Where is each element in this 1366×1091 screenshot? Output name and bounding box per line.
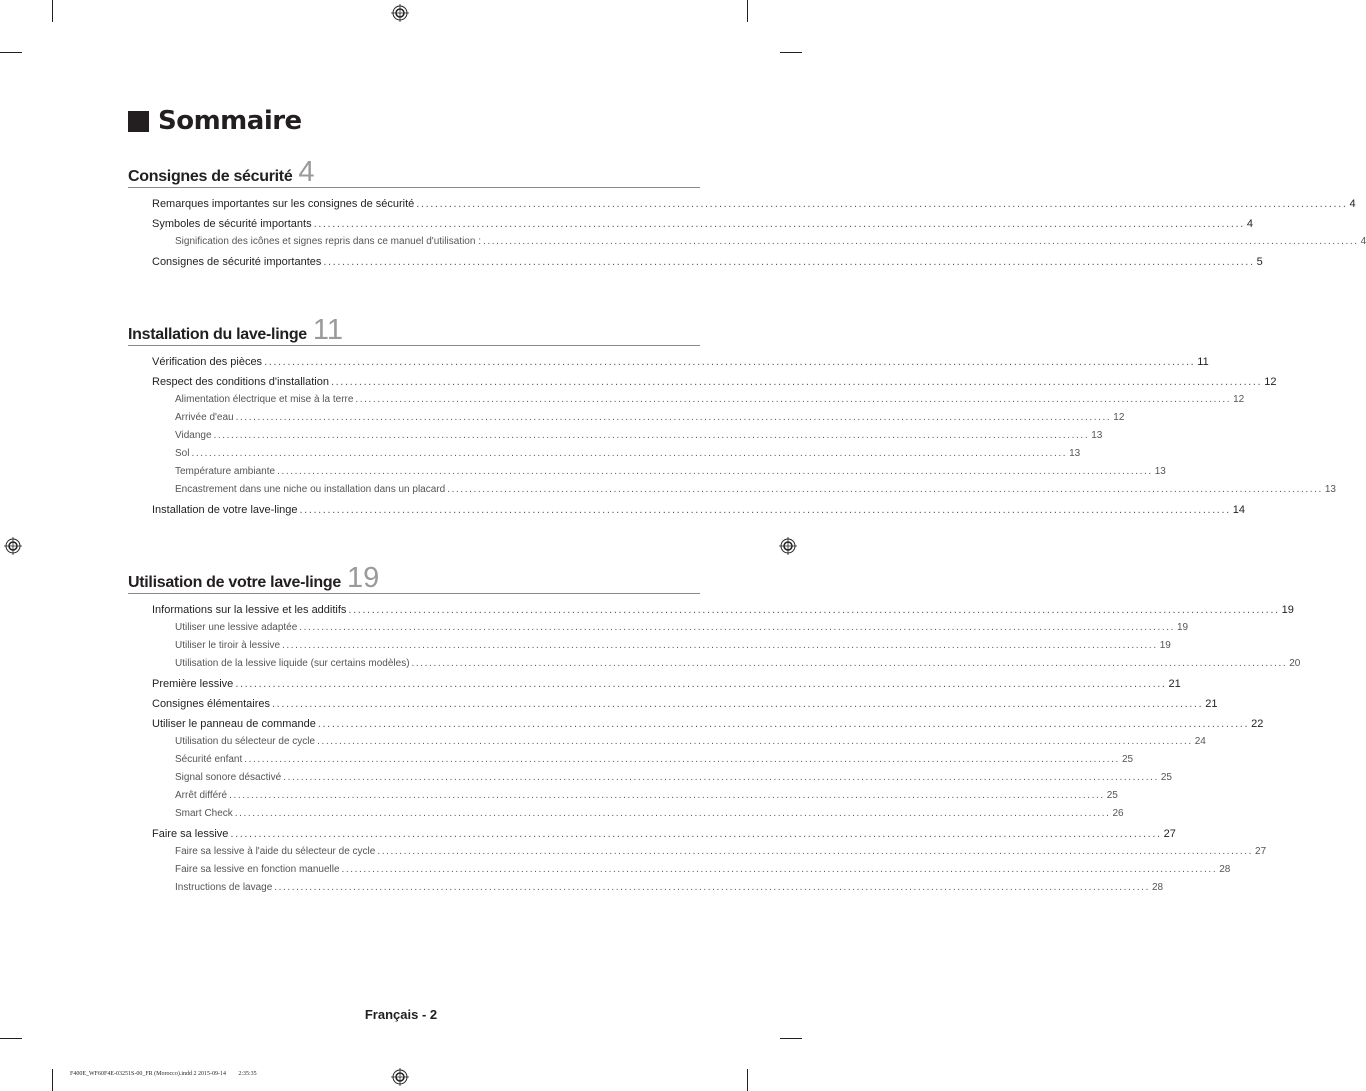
registration-mark-icon: [4, 537, 22, 555]
toc-entry-label: Vérification des pièces: [152, 356, 263, 368]
toc-entry-label: Consignes de sécurité importantes: [152, 256, 322, 268]
dot-leader: ........................................................................................................................................................................................................: [377, 846, 1254, 857]
section-heading: [128, 158, 700, 188]
toc-entry-page: 21: [1168, 678, 1181, 690]
toc-entry: [152, 718, 1264, 736]
toc-subentry: [175, 736, 1206, 754]
toc-subentry: [175, 622, 1189, 640]
section-page-number: 4: [298, 156, 315, 188]
dot-leader: ........................................................................................................................................................................................................: [272, 698, 1204, 710]
registration-mark-icon: [779, 537, 797, 555]
toc-entry-label: Sécurité enfant: [175, 754, 243, 765]
toc-entry: [152, 218, 1253, 236]
dot-leader: ........................................................................................................................................................................................................: [274, 882, 1150, 893]
toc-entry-label: Faire sa lessive en fonction manuelle: [175, 864, 340, 875]
toc-entry-page: 27: [1255, 846, 1267, 857]
registration-mark-icon: [391, 1068, 409, 1086]
toc-entry-label: Utiliser le tiroir à lessive: [175, 640, 281, 651]
toc-entry-page: 11: [1197, 356, 1209, 368]
section-title: Installation du lave-linge: [128, 326, 307, 343]
dot-leader: ........................................................................................................................................................................................................: [299, 622, 1175, 633]
toc-entry-label: Instructions de lavage: [175, 882, 273, 893]
section-page-number: 19: [346, 562, 380, 594]
toc-entry-page: 4: [1349, 198, 1356, 210]
crop-mark: [780, 1038, 802, 1039]
toc-entry-page: 5: [1256, 256, 1263, 268]
crop-mark: [747, 0, 748, 22]
dot-leader: ........................................................................................................................................................................................................: [282, 640, 1158, 651]
page-title: [128, 106, 302, 136]
crop-mark: [780, 52, 802, 53]
toc-entry-label: Utiliser une lessive adaptée: [175, 622, 298, 633]
toc-entry-page: 12: [1264, 376, 1277, 388]
toc-subentry: [175, 640, 1171, 658]
toc-entry: [152, 698, 1218, 716]
toc-entries: [128, 356, 1336, 522]
toc-entry-page: 13: [1154, 466, 1166, 477]
toc-entry-label: Sol: [175, 448, 190, 459]
dot-leader: ........................................................................................................................................................................................................: [355, 394, 1232, 405]
toc-entry-page: 13: [1324, 484, 1336, 495]
toc-entry-page: 14: [1232, 504, 1246, 516]
toc-entry-page: 12: [1233, 394, 1245, 405]
toc-entry-page: 25: [1106, 790, 1118, 801]
dot-leader: ........................................................................................................................................................................................................: [323, 256, 1255, 268]
toc-entry-page: 13: [1069, 448, 1081, 459]
toc-entries: [128, 604, 1301, 900]
toc-entry-page: 25: [1160, 772, 1172, 783]
dot-leader: ........................................................................................................................................................................................................: [299, 504, 1231, 516]
toc-entry: [152, 376, 1277, 394]
dot-leader: ........................................................................................................................................................................................................: [341, 864, 1218, 875]
crop-mark: [52, 1069, 53, 1091]
dot-leader: ........................................................................................................................................................................................................: [283, 772, 1159, 783]
dot-leader: ........................................................................................................................................................................................................: [213, 430, 1090, 441]
toc-entry: [152, 504, 1246, 522]
toc-subentry: [175, 846, 1267, 864]
dot-leader: ........................................................................................................................................................................................................: [411, 658, 1288, 669]
print-slug: F400E_WF60F4E-03251S-00_FR (Morocco).indd 2 2015-09-14 ￿￿ 2:35:35: [70, 1071, 257, 1077]
dot-leader: ........................................................................................................................................................................................................: [447, 484, 1323, 495]
toc-entries: [128, 198, 1366, 274]
toc-entry-label: Vidange: [175, 430, 212, 441]
toc-entry-label: Température ambiante: [175, 466, 276, 477]
toc-entry: [152, 198, 1356, 216]
toc-entry-page: 28: [1219, 864, 1231, 875]
toc-entry-page: 19: [1159, 640, 1171, 651]
toc-entry-label: Respect des conditions d'installation: [152, 376, 329, 388]
toc-subentry: [175, 466, 1166, 484]
toc-entry-label: Signal sonore désactivé: [175, 772, 282, 783]
toc-subentry: [175, 484, 1336, 502]
dot-leader: ........................................................................................................................................................................................................: [330, 376, 1263, 388]
dot-leader: ........................................................................................................................................................................................................: [235, 412, 1112, 423]
toc-section: [128, 314, 1336, 522]
toc-entry-label: Signification des icônes et signes repris dans ce manuel d'utilisation :: [175, 236, 481, 247]
toc-subentry: [175, 754, 1134, 772]
dot-leader: ........................................................................................................................................................................................................: [482, 236, 1359, 247]
square-bullet-icon: [128, 111, 149, 132]
toc-entry: [152, 678, 1181, 696]
toc-entry-page: 24: [1194, 736, 1206, 747]
toc-section: [128, 156, 1366, 274]
dot-leader: ........................................................................................................................................................................................................: [244, 754, 1120, 765]
toc-entry-label: Faire sa lessive à l'aide du sélecteur de cycle: [175, 846, 376, 857]
toc-entry-page: 19: [1176, 622, 1189, 633]
toc-entry-label: Consignes élémentaires: [152, 698, 271, 710]
toc-subentry: [175, 394, 1245, 412]
toc-entry-page: 27: [1163, 828, 1176, 840]
toc-entry: [152, 256, 1263, 274]
dot-leader: ........................................................................................................................................................................................................: [317, 718, 1250, 730]
crop-mark: [52, 0, 53, 22]
toc-subentry: [175, 236, 1366, 254]
dot-leader: ........................................................................................................................................................................................................: [191, 448, 1068, 459]
section-heading: [128, 316, 700, 346]
dot-leader: ........................................................................................................................................................................................................: [416, 198, 1348, 210]
toc-subentry: [175, 882, 1164, 900]
dot-leader: ........................................................................................................................................................................................................: [313, 218, 1245, 230]
toc-entry-page: 19: [1281, 604, 1294, 616]
toc-subentry: [175, 658, 1301, 676]
toc-entry-page: 12: [1113, 412, 1125, 423]
toc-entry-label: Utilisation de la lessive liquide (sur certains modèles): [175, 658, 410, 669]
toc-entry-page: 13: [1091, 430, 1103, 441]
toc-entry-label: Arrivée d'eau: [175, 412, 234, 423]
toc-entry-label: Faire sa lessive: [152, 828, 229, 840]
toc-entry-label: Alimentation électrique et mise à la terre: [175, 394, 354, 405]
dot-leader: ........................................................................................................................................................................................................: [230, 828, 1162, 840]
toc-entry-label: Informations sur la lessive et les additifs: [152, 604, 347, 616]
toc-subentry: [175, 808, 1124, 826]
toc-entry-label: Smart Check: [175, 808, 233, 819]
dot-leader: ........................................................................................................................................................................................................: [234, 808, 1111, 819]
toc-entry-page: 20: [1289, 658, 1301, 669]
section-title: Consignes de sécurité: [128, 168, 293, 185]
toc-entry-label: Installation de votre lave-linge: [152, 504, 298, 516]
toc-entry-page: 25: [1121, 754, 1134, 765]
dot-leader: ........................................................................................................................................................................................................: [348, 604, 1280, 616]
toc-entry: [152, 828, 1176, 846]
dot-leader: ........................................................................................................................................................................................................: [235, 678, 1167, 690]
toc-entry: [152, 604, 1294, 622]
toc-entry: [152, 356, 1209, 374]
toc-subentry: [175, 448, 1081, 466]
toc-entry-page: 4: [1360, 236, 1366, 247]
crop-mark: [747, 1069, 748, 1091]
dot-leader: ........................................................................................................................................................................................................: [277, 466, 1153, 477]
registration-mark-icon: [391, 4, 409, 22]
page-title-text: Sommaire: [158, 106, 302, 136]
toc-entry-label: Utiliser le panneau de commande: [152, 718, 316, 730]
dot-leader: ........................................................................................................................................................................................................: [264, 356, 1196, 368]
toc-entry-label: Encastrement dans une niche ou installation dans un placard: [175, 484, 446, 495]
toc-entry-label: Arrêt différé: [175, 790, 228, 801]
page-footer: Français - 2: [364, 1007, 438, 1022]
toc-entry-label: Remarques importantes sur les consignes de sécurité: [152, 198, 415, 210]
section-title: Utilisation de votre lave-linge: [128, 574, 341, 591]
toc-subentry: [175, 772, 1172, 790]
toc-entry-page: 26: [1112, 808, 1124, 819]
toc-entry-label: Première lessive: [152, 678, 234, 690]
toc-entry-page: 21: [1205, 698, 1218, 710]
toc-subentry: [175, 412, 1125, 430]
dot-leader: ........................................................................................................................................................................................................: [229, 790, 1105, 801]
crop-mark: [0, 1038, 22, 1039]
toc-entry-page: 4: [1246, 218, 1253, 230]
toc-section: [128, 562, 1301, 900]
section-page-number: 11: [312, 314, 344, 346]
toc-subentry: [175, 790, 1118, 808]
toc-subentry: [175, 864, 1231, 882]
toc-entry-page: 28: [1151, 882, 1164, 893]
section-heading: [128, 564, 700, 594]
toc-entry-page: 22: [1251, 718, 1264, 730]
toc-entry-label: Utilisation du sélecteur de cycle: [175, 736, 316, 747]
toc-entry-label: Symboles de sécurité importants: [152, 218, 312, 230]
dot-leader: ........................................................................................................................................................................................................: [317, 736, 1193, 747]
toc-subentry: [175, 430, 1103, 448]
crop-mark: [0, 52, 22, 53]
